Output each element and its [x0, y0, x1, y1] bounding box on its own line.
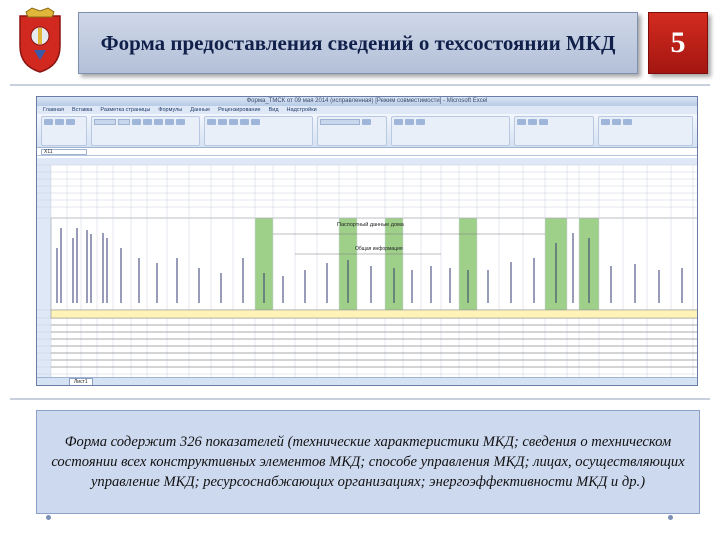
- name-box[interactable]: X11: [41, 149, 87, 155]
- excel-title-bar: Форма_ТМСК от 09 мая 2014 (исправленная) [Режим совместимости] - Microsoft Excel: [37, 97, 697, 106]
- format-cells-icon[interactable]: [539, 119, 548, 125]
- header-divider: [10, 84, 710, 86]
- ribbon-tab[interactable]: Главная: [43, 107, 64, 113]
- coat-of-arms-emblem: [12, 6, 68, 74]
- autosum-icon[interactable]: [601, 119, 610, 125]
- ribbon-tab[interactable]: Формулы: [158, 107, 183, 113]
- sheet-tab[interactable]: Лист1: [69, 378, 93, 386]
- alignment-group: [204, 116, 313, 146]
- find-icon[interactable]: [623, 119, 632, 125]
- formula-bar: [37, 148, 697, 156]
- wrap-text-icon[interactable]: [240, 119, 249, 125]
- ribbon-tab[interactable]: Надстройки: [286, 107, 317, 113]
- worksheet-drawing: [37, 158, 697, 377]
- caption-box: [36, 410, 700, 514]
- caption-divider: [10, 398, 710, 400]
- align-left-icon[interactable]: [207, 119, 216, 125]
- paste-icon[interactable]: [44, 119, 53, 125]
- slide-title-box: [78, 12, 638, 74]
- excel-ribbon-tabs: [37, 106, 697, 114]
- number-format-select[interactable]: [320, 119, 360, 125]
- slide-number: 5: [648, 12, 708, 74]
- excel-screenshot: [36, 96, 698, 386]
- align-right-icon[interactable]: [229, 119, 238, 125]
- font-size-select[interactable]: [118, 119, 130, 125]
- clipboard-group: [41, 116, 87, 146]
- copy-icon[interactable]: [66, 119, 75, 125]
- insert-cells-icon[interactable]: [517, 119, 526, 125]
- cell-styles-icon[interactable]: [416, 119, 425, 125]
- worksheet-grid[interactable]: [37, 158, 697, 377]
- font-name-select[interactable]: [94, 119, 116, 125]
- fill-color-icon[interactable]: [165, 119, 174, 125]
- format-table-icon[interactable]: [405, 119, 414, 125]
- bold-icon[interactable]: [132, 119, 141, 125]
- editing-group: [598, 116, 693, 146]
- ribbon-tab[interactable]: Вид: [268, 107, 279, 113]
- font-group: [91, 116, 200, 146]
- ribbon-tab[interactable]: Рецензирование: [218, 107, 261, 113]
- slide-title: Форма предоставления сведений о техсостоянии МКД: [100, 30, 616, 55]
- styles-group: [391, 116, 510, 146]
- number-group: [317, 116, 387, 146]
- italic-icon[interactable]: [143, 119, 152, 125]
- percent-icon[interactable]: [362, 119, 371, 125]
- conditional-format-icon[interactable]: [394, 119, 403, 125]
- sort-filter-icon[interactable]: [612, 119, 621, 125]
- ribbon-tab[interactable]: Данные: [190, 107, 211, 113]
- sheet-heading: Паспортный данные дома: [337, 222, 404, 228]
- bullet-dot: [46, 515, 51, 520]
- align-center-icon[interactable]: [218, 119, 227, 125]
- cut-icon[interactable]: [55, 119, 64, 125]
- underline-icon[interactable]: [154, 119, 163, 125]
- excel-status-bar: [37, 377, 697, 385]
- sheet-subheading: Общая информация: [355, 246, 403, 252]
- delete-cells-icon[interactable]: [528, 119, 537, 125]
- bullet-dot: [668, 515, 673, 520]
- font-color-icon[interactable]: [176, 119, 185, 125]
- ribbon-tab[interactable]: Вставка: [71, 107, 93, 113]
- ribbon-tab[interactable]: Разметка страницы: [100, 107, 151, 113]
- caption-text: Форма содержит 326 показателей (технические характеристики МКД; сведения о техническом состоянии всех конструктивных элементов МКД; способе управления МКД; лицах, осуществляющих управление МКД; ресурсоснабжающих организациях; энергоэффективности МКД и др.): [51, 434, 685, 490]
- excel-ribbon: [37, 114, 697, 148]
- cells-group: [514, 116, 594, 146]
- merge-icon[interactable]: [251, 119, 260, 125]
